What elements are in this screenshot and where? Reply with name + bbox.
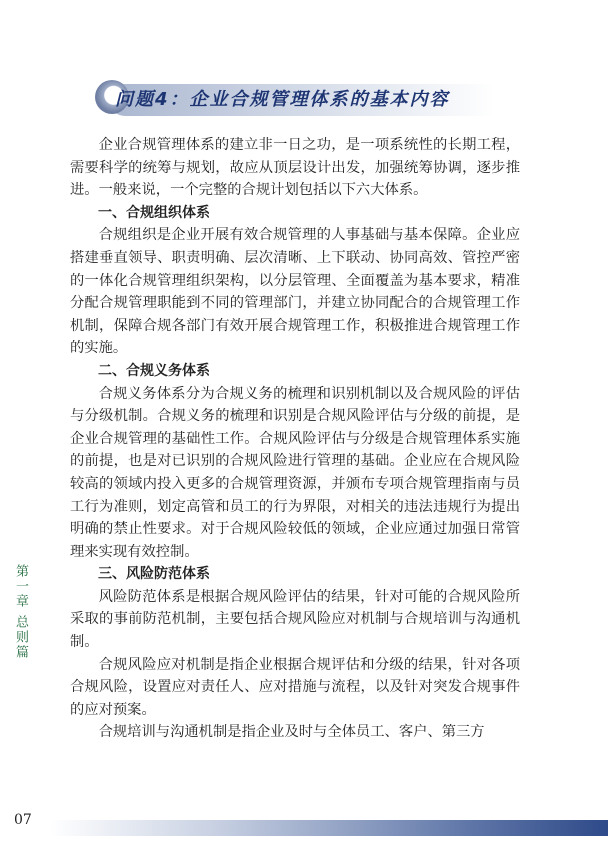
section-3-paragraph-2: 合规风险应对机制是指企业根据合规评估和分级的结果，针对各项合规风险，设置应对责任人、应对措施与流程，以及针对突发合规事件的应对预案。	[70, 656, 520, 718]
page-number: 07	[14, 812, 32, 828]
body-text	[70, 134, 520, 744]
page-title: 问题4：企业合规管理体系的基本内容	[115, 89, 450, 110]
chapter-header	[95, 80, 495, 120]
chapter-side-label: 第一章 总则篇	[13, 564, 28, 661]
section-3-paragraph-3: 合规培训与沟通机制是指企业及时与全体员工、客户、第三方	[98, 724, 485, 741]
section-heading-2: 二、合规义务体系	[98, 362, 210, 379]
section-2-paragraph-1: 合规义务体系分为合规义务的梳理和识别机制以及合规风险的评估与分级机制。合规义务的梳理和识别是合规风险评估与分级的前提，是企业合规管理的基础性工作。合规风险评估与分级是合规管理体系实施的前提，也是对已识别的合规风险进行管理的基础。企业应在合规风险较高的领域内投入更多的合规管理资源，并颁布专项合规管理指南与员工行为准则，划定高管和员工的行为界限，对相关的违法违规行为提出明确的禁止性要求。对于合规风险较低的领域，企业应通过加强日常管理来实现有效控制。	[70, 385, 520, 560]
section-heading-1: 一、合规组织体系	[98, 204, 210, 221]
footer-bar	[50, 820, 608, 836]
section-3-paragraph-1: 风险防范体系是根据合规风险评估的结果，针对可能的合规风险所采取的事前防范机制，主要包括合规风险应对机制与合规培训与沟通机制。	[70, 588, 520, 651]
intro-paragraph: 企业合规管理体系的建立非一日之功，是一项系统性的长期工程，需要科学的统筹与规划，故应从顶层设计出发，加强统筹协调，逐步推进。一般来说，一个完整的合规计划包括以下六大体系。	[70, 137, 520, 199]
section-1-paragraph-1: 合规组织是企业开展有效合规管理的人事基础与基本保障。企业应搭建垂直领导、职责明确、层次清晰、上下联动、协同高效、管控严密的一体化合规管理组织架构，以分层管理、全面覆盖为基本要求，精准分配合规管理职能到不同的管理部门，并建立协同配合的合规管理工作机制，保障合规各部门有效开展合规管理工作，积极推进合规管理工作的实施。	[70, 227, 520, 357]
section-heading-3: 三、风险防范体系	[98, 566, 210, 583]
